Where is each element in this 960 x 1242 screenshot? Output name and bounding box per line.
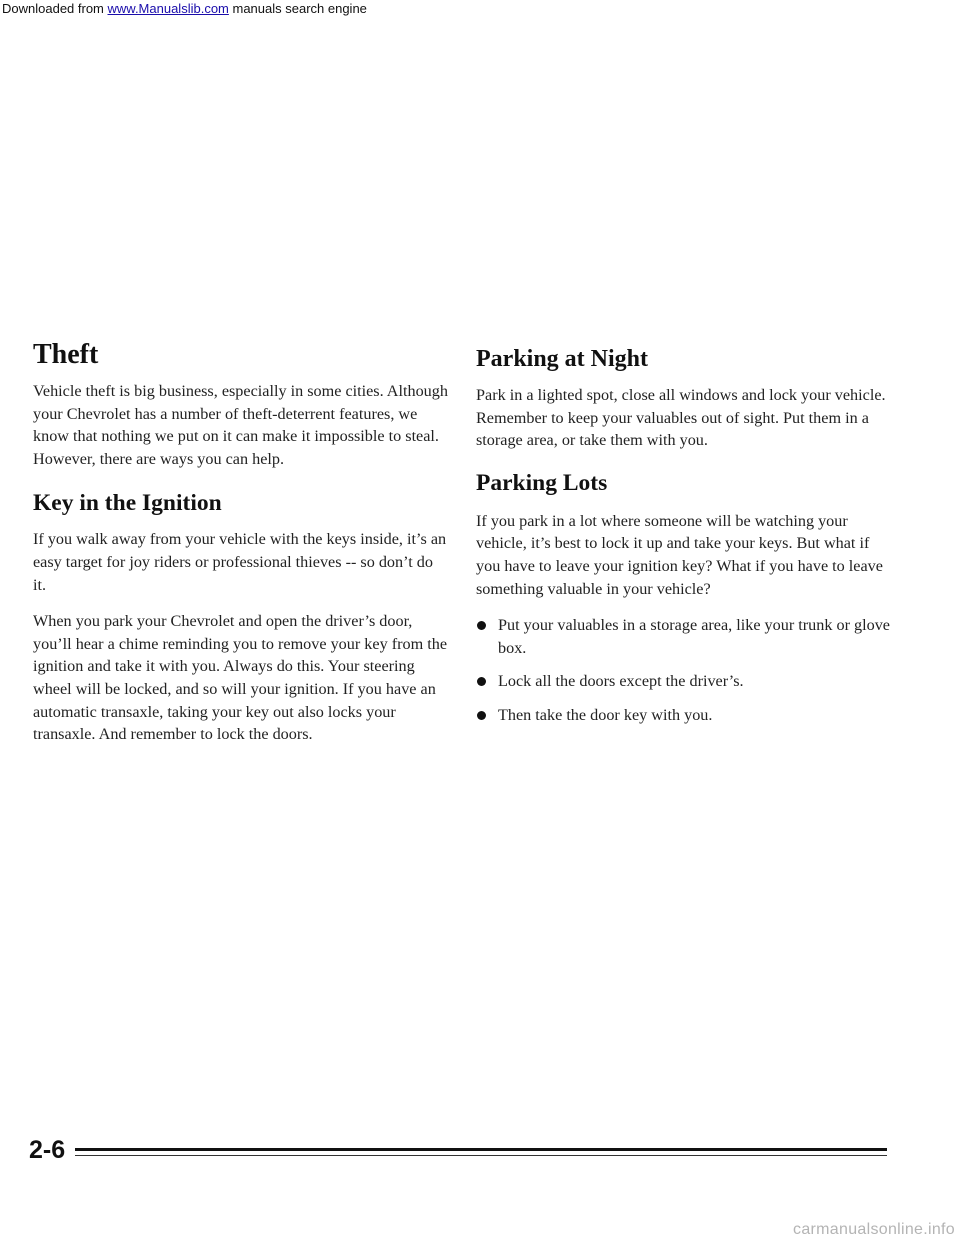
- list-item: [476, 614, 896, 659]
- right-column: [476, 338, 896, 738]
- list-item-text: Then take the door key with you.: [498, 705, 713, 724]
- key-paragraph-2: When you park your Chevrolet and open the driver’s door, you’ll hear a chime reminding you to remove your key from the ignition and take it with you. Always do this. Your steering wheel will be locked, and so will your ignition. If you have an automatic transaxle, taking your key out also locks your transaxle. And remember to lock the doors.: [33, 612, 448, 744]
- bullet-icon: [477, 621, 486, 630]
- list-item: [476, 704, 896, 727]
- page-number: 2-6: [29, 1136, 66, 1164]
- key-in-ignition-heading: Key in the Ignition: [33, 490, 222, 517]
- parking-at-night-heading: Parking at Night: [476, 346, 649, 372]
- parking-tips-list: [476, 614, 896, 726]
- list-item-text: Put your valuables in a storage area, like your trunk or glove box.: [498, 616, 890, 657]
- bullet-icon: [477, 677, 486, 686]
- page-footer: [29, 1135, 887, 1165]
- list-item-text: Lock all the doors except the driver’s.: [498, 672, 744, 691]
- theft-heading: Theft: [33, 339, 99, 370]
- parking-lots-paragraph: If you park in a lot where someone will be watching your vehicle, it’s best to lock it up and take your keys. But what if you have to leave your ignition key? What if you have to leave something valuable in your vehicle?: [476, 511, 883, 598]
- watermark-suffix: manuals search engine: [228, 1, 367, 16]
- bullet-icon: [477, 711, 486, 720]
- site-watermark: carmanualsonline.info: [793, 1221, 955, 1238]
- theft-intro-paragraph: Vehicle theft is big business, especially in some cities. Although your Chevrolet has a number of theft-deterrent features, we know that nothing we put on it can make it impossible to steal. However, there are ways you can help.: [33, 382, 448, 468]
- download-watermark: [2, 1, 367, 16]
- left-column: [33, 338, 448, 760]
- list-item: [476, 670, 896, 693]
- watermark-prefix: Downloaded from: [2, 1, 108, 16]
- key-paragraph-1: If you walk away from your vehicle with the keys inside, it’s an easy target for joy riders or professional thieves -- so don’t do it.: [33, 530, 447, 594]
- manualslib-link[interactable]: www.Manualslib.com: [107, 1, 229, 16]
- parking-lots-heading: Parking Lots: [476, 469, 608, 496]
- parking-night-paragraph: Park in a lighted spot, close all windows and lock your vehicle. Remember to keep your valuables out of sight. Put them in a storage area, or take them with you.: [476, 386, 886, 450]
- footer-rule: [75, 1148, 887, 1151]
- footer-rule-thin: [75, 1155, 887, 1156]
